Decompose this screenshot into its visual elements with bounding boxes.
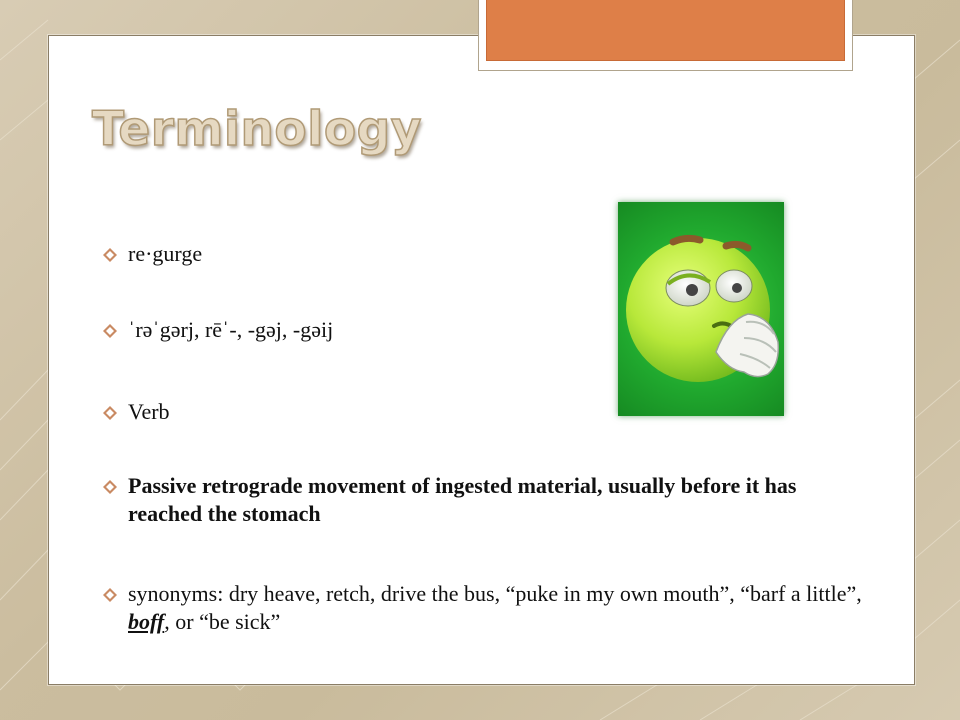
synonyms-prefix: synonyms: dry heave, retch, drive the bus, “puke in my own mouth”, “barf a little”,: [128, 581, 862, 606]
bullet-item-pronunciation: [103, 316, 333, 344]
diamond-bullet-icon: [103, 248, 117, 262]
slide-title: Terminology: [92, 102, 422, 157]
bullet-item-word: [103, 240, 202, 268]
sick-face-icon: [618, 202, 784, 416]
bullet-item-synonyms: [103, 580, 873, 636]
synonyms-text: [128, 581, 862, 634]
synonym-emphasis: boff: [128, 609, 165, 634]
bullet-text: re·gurge: [128, 241, 203, 266]
bullet-text: Passive retrograde movement of ingested material, usually before it has reached the stomach: [128, 473, 797, 526]
bullet-text: Verb: [128, 399, 170, 424]
synonyms-suffix: , or “be sick”: [164, 609, 281, 634]
bullet-item-part-of-speech: [103, 398, 170, 426]
bullet-item-definition: [103, 472, 873, 528]
diamond-bullet-icon: [103, 324, 117, 338]
nauseated-emoji-image: [618, 202, 784, 416]
header-accent-tab: [486, 0, 845, 61]
diamond-bullet-icon: [103, 406, 117, 420]
bullet-text: ˈrəˈgərj, rēˈ-, -gəj, -gəij: [128, 317, 334, 342]
diamond-bullet-icon: [103, 480, 117, 494]
diamond-bullet-icon: [103, 588, 117, 602]
